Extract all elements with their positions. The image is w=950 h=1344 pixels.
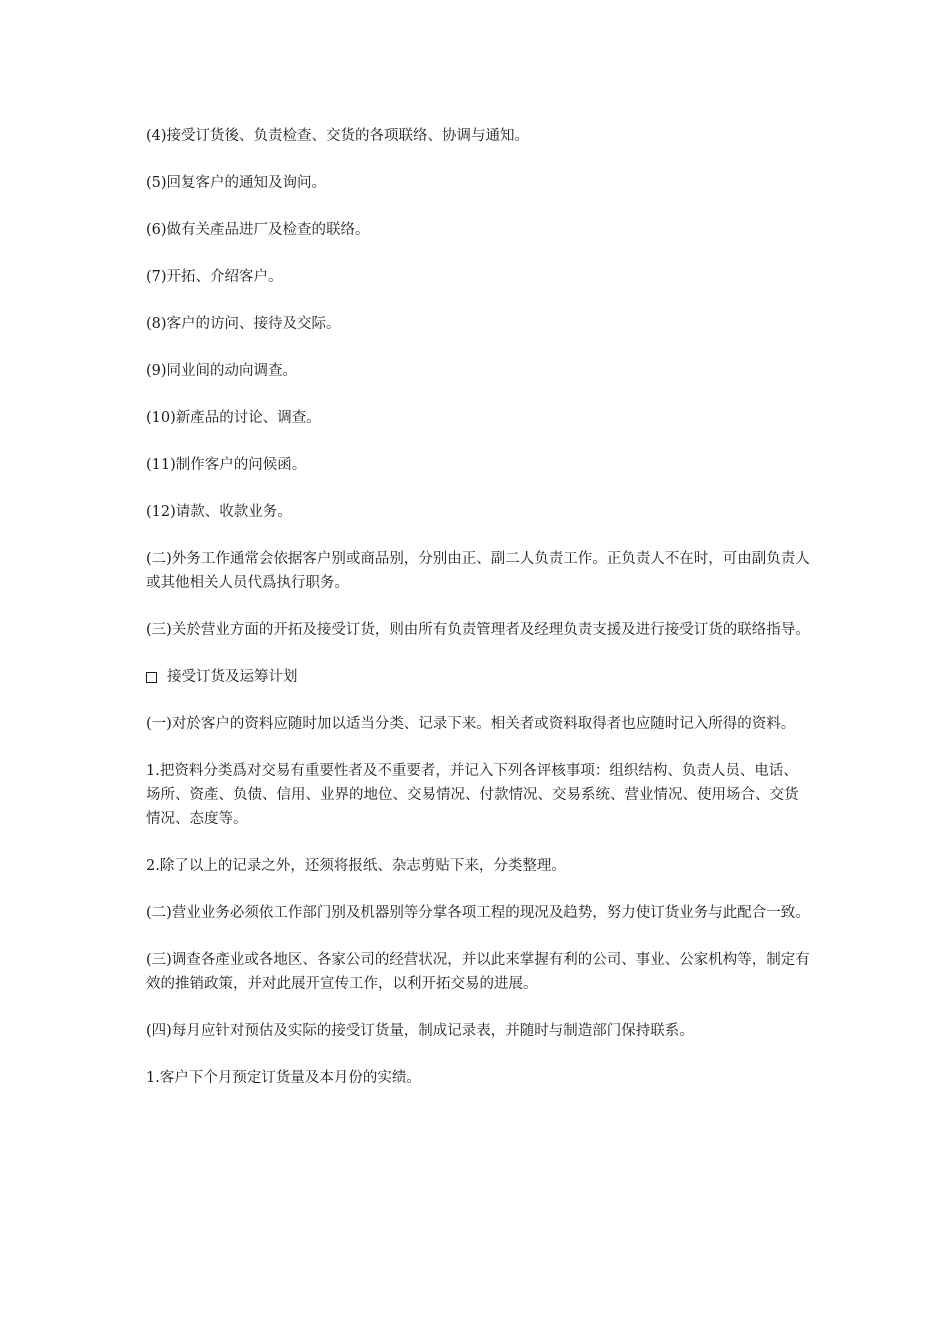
checkbox-square-icon — [146, 672, 157, 683]
paragraph-section-2: (二)外务工作通常会依据客户别或商品别，分别由正、副二人负责工作。正负责人不在时，可由副负责人或其他相关人员代爲执行职务。 — [146, 551, 810, 591]
paragraph-item-4: (4)接受订货後、负责检查、交货的各项联络、协调与通知。 — [146, 128, 530, 144]
paragraph-order-3: (三)调查各產业或各地区、各家公司的经营状况，并以此来掌握有利的公司、事业、公家机构等，制定有效的推销政策，并对此展开宣传工作，以利开拓交易的进展。 — [146, 952, 810, 992]
paragraph-order-4-1: 1.客户下个月预定订货量及本月份的实绩。 — [146, 1070, 421, 1086]
paragraph-item-12: (12)请款、收款业务。 — [146, 504, 292, 520]
paragraph-item-6: (6)做有关產品进厂及检查的联络。 — [146, 222, 370, 238]
paragraph-order-4: (四)每月应针对预估及实际的接受订货量，制成记录表，并随时与制造部门保持联系。 — [146, 1023, 694, 1039]
paragraph-item-9: (9)同业间的动向调查。 — [146, 363, 298, 379]
paragraph-order-2: (二)营业业务必须依工作部门别及机器别等分掌各项工程的现况及趋势，努力使订货业务与此配合一致。 — [146, 905, 810, 921]
paragraph-section-3: (三)关於营业方面的开拓及接受订货，则由所有负责管理者及经理负责支援及进行接受订货的联络指导。 — [146, 622, 810, 638]
paragraph-order-1-1: 1.把资料分类爲对交易有重要性者及不重要者，并记入下列各评核事项：组织结构、负责人员、电话、场所、资產、负债、信用、业界的地位、交易情况、付款情况、交易系统、营业情况、使用场合、交货情况、态度等。 — [146, 763, 799, 827]
paragraph-item-8: (8)客户的访问、接待及交际。 — [146, 316, 341, 332]
paragraph-item-5: (5)回复客户的通知及询问。 — [146, 175, 327, 191]
paragraph-item-7: (7)开拓、介绍客户。 — [146, 269, 283, 285]
document-page — [146, 124, 810, 1113]
paragraph-item-11: (11)制作客户的问候函。 — [146, 457, 307, 473]
section-heading-text: 接受订货及运筹计划 — [167, 669, 298, 685]
paragraph-order-1-2: 2.除了以上的记录之外，还须将报纸、杂志剪贴下来，分类整理。 — [146, 858, 566, 874]
paragraph-order-1: (一)对於客户的资料应随时加以适当分类、记录下来。相关者或资料取得者也应随时记入所得的资料。 — [146, 716, 796, 732]
section-heading — [146, 665, 810, 689]
paragraph-item-10: (10)新產品的讨论、调查。 — [146, 410, 321, 426]
